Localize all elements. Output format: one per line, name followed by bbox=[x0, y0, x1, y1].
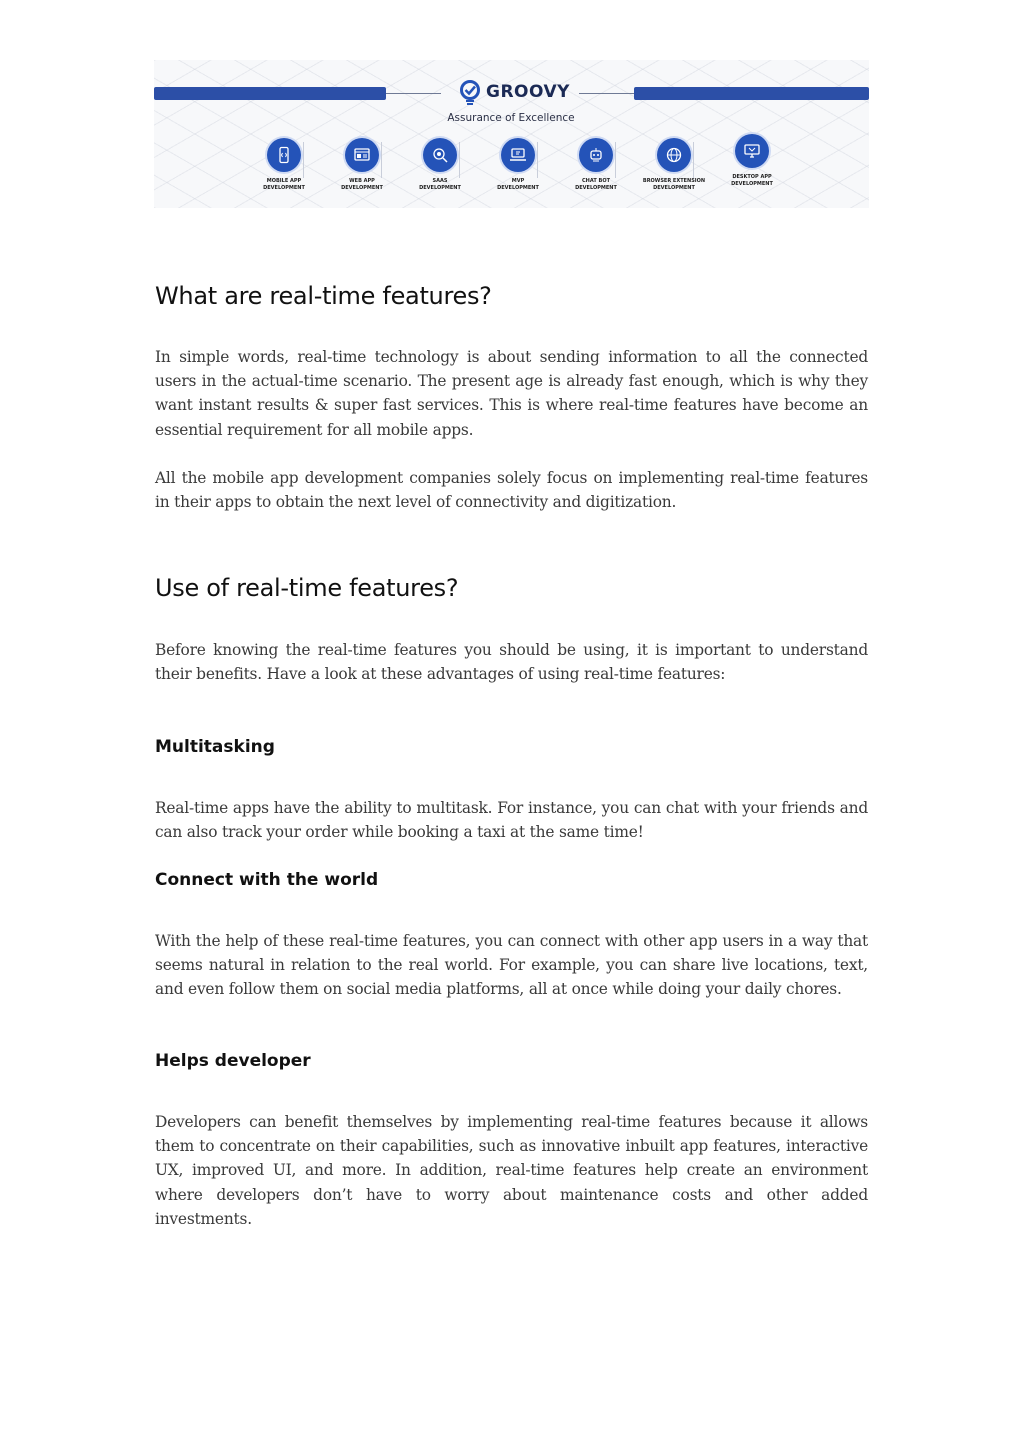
service-separator bbox=[459, 142, 460, 178]
service-chat-bot bbox=[556, 138, 636, 192]
service-mobile-app bbox=[244, 138, 324, 192]
service-label-line1: SAAS bbox=[432, 178, 448, 184]
service-label-line2: DEVELOPMENT bbox=[263, 185, 305, 191]
service-web-app bbox=[322, 138, 402, 192]
groovy-logo bbox=[459, 78, 569, 112]
globe-icon bbox=[657, 138, 691, 172]
brand-name: GROOVY bbox=[486, 82, 570, 102]
paragraph-connect: With the help of these real-time features, you can connect with other app users in a way that seems natural in relation to the real world. For example, you can share live locations, text, and even follow them on social media platforms, all at once while doing your daily chores. bbox=[155, 932, 868, 999]
service-label-line2: DEVELOPMENT bbox=[497, 185, 539, 191]
paragraph-use-1: Before knowing the real-time features you should be using, it is important to understand their benefits. Have a look at these advantages of using real-time features: bbox=[155, 641, 868, 684]
service-separator bbox=[693, 142, 694, 178]
brand-tagline: Assurance of Excellence bbox=[447, 112, 575, 124]
service-label-line1: DESKTOP APP bbox=[732, 174, 772, 180]
service-label-line2: DEVELOPMENT bbox=[419, 185, 461, 191]
mobile-icon bbox=[267, 138, 301, 172]
service-desktop-app bbox=[712, 134, 792, 188]
subheading-helps-developer: Helps developer bbox=[155, 1051, 311, 1071]
service-saas bbox=[400, 138, 480, 192]
paragraph-multitasking: Real-time apps have the ability to multitask. For instance, you can chat with your friends and can also track your order while booking a taxi at the same time! bbox=[155, 799, 868, 842]
subheading-multitasking: Multitasking bbox=[155, 737, 275, 757]
service-label-line2: DEVELOPMENT bbox=[341, 185, 383, 191]
cloud-gear-icon bbox=[423, 138, 457, 172]
banner-bar-right bbox=[634, 87, 869, 100]
banner-line-right bbox=[579, 93, 634, 94]
service-label-line1: CHAT BOT bbox=[582, 178, 610, 184]
service-separator bbox=[381, 142, 382, 178]
bot-icon bbox=[579, 138, 613, 172]
service-separator bbox=[537, 142, 538, 178]
paragraph-what-2: All the mobile app development companies solely focus on implementing real-time features in their apps to obtain the next level of connectivity and digitization. bbox=[155, 469, 868, 512]
service-mvp bbox=[478, 138, 558, 192]
laptop-icon bbox=[501, 138, 535, 172]
service-separator bbox=[303, 142, 304, 178]
desktop-icon bbox=[735, 134, 769, 168]
groovy-logo-icon bbox=[459, 80, 481, 106]
paragraph-what-1: In simple words, real-time technology is about sending information to all the connected users in the actual-time scenario. The present age is already fast enough, which is why they want instant results & super fast services. This is where real-time features have become an essential requirement for all mobile apps. bbox=[155, 348, 868, 439]
banner-bar-left bbox=[154, 87, 386, 100]
paragraph-helps-developer: Developers can benefit themselves by implementing real-time features because it allows them to concentrate on their capabilities, such as innovative inbuilt app features, interactive UX, improved UI, and more. In addition, real-time features help create an environment where developers don’t have to worry about maintenance costs and other added investments. bbox=[155, 1113, 868, 1228]
service-label-line1: BROWSER EXTENSION bbox=[642, 178, 706, 184]
groovy-banner bbox=[154, 60, 869, 208]
web-icon bbox=[345, 138, 379, 172]
section-title-use: Use of real-time features? bbox=[155, 574, 459, 602]
service-label-line2: DEVELOPMENT bbox=[575, 185, 617, 191]
banner-line-left bbox=[386, 93, 441, 94]
subheading-connect: Connect with the world bbox=[155, 870, 379, 890]
section-title-what: What are real-time features? bbox=[155, 282, 492, 310]
service-label-line2: DEVELOPMENT bbox=[653, 185, 695, 191]
service-label-line2: DEVELOPMENT bbox=[731, 181, 773, 187]
service-browser-extension bbox=[634, 138, 714, 192]
service-label-line1: WEB APP bbox=[349, 178, 375, 184]
service-separator bbox=[615, 142, 616, 178]
service-label-line1: MOBILE APP bbox=[266, 178, 302, 184]
service-label-line1: MVP bbox=[511, 178, 525, 184]
